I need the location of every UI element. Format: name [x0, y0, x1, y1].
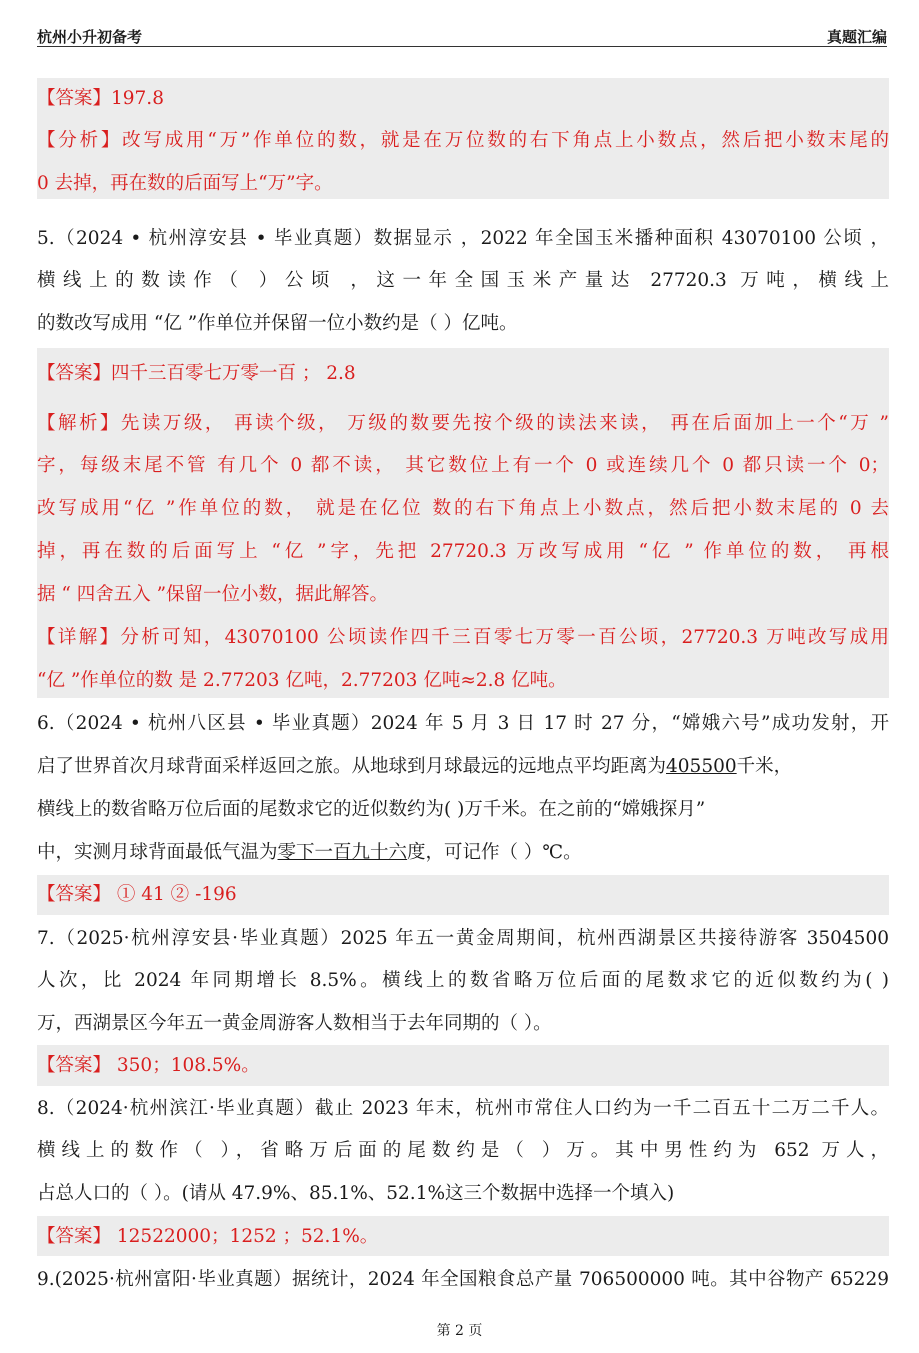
q5-jiexi-line-5: 据 “ 四舍五入 ”保留一位小数，据此解答。	[37, 584, 389, 605]
q5-xiangjie-line-2: “亿 ”作单位的数 是 2.77203 亿吨，2.77203 亿吨≈2.8 亿吨。	[37, 670, 567, 691]
q8-answer: 【答案】 12522000；1252 ；52.1%。	[37, 1226, 379, 1247]
q5-xiangjie-line-1: 【详解】分析可知，43070100 公顷读作四千三百零七万零一百公顷，27720.3 万吨改写成用	[37, 627, 889, 648]
q6-question-line-3: 横线上的数省略万位后面的尾数求它的近似数约为( )万千米。在之前的“嫦娥探月”	[37, 799, 706, 820]
q5-jiexi-line-4: 掉，再在数的后面写上 “亿 ”字，先把 27720.3 万改写成用 “亿 ” 作单位的数， 再根	[37, 541, 889, 562]
q8-question-line-3: 占总人口的（ ）。(请从 47.9%、85.1%、52.1%这三个数据中选择一个填入)	[37, 1183, 675, 1204]
q4-analysis-line-1: 【分析】改写成用“万”作单位的数，就是在万位数的右下角点上小数点，然后把小数末尾的	[37, 130, 889, 151]
q7-answer: 【答案】 350；108.5%。	[37, 1055, 260, 1076]
q6-question-line-4: 中，实测月球背面最低气温为零下一百九十六度，可记作（ ）℃。	[37, 842, 582, 863]
q4-analysis-line-2: 0 去掉，再在数的后面写上“万”字。	[37, 173, 333, 194]
q9-question-line-1: 9.(2025·杭州富阳·毕业真题）据统计，2024 年全国粮食总产量 706500000 吨。其中谷物产 65229	[37, 1269, 889, 1290]
q5-jiexi-line-1: 【解析】先读万级， 再读个级， 万级的数要先按个级的读法来读， 再在后面加上一个“万 ”	[37, 413, 889, 434]
q8-question-line-2: 横线上的数作（ ），省略万后面的尾数约是（ ）万。其中男性约为 652 万人，	[37, 1140, 889, 1161]
q5-jiexi-line-3: 改写成用“亿 ”作单位的数， 就是在亿位 数的右下角点上小数点，然后把小数末尾的 0 去	[37, 498, 889, 519]
q5-answer: 【答案】四千三百零七万零一百 ； 2.8	[37, 363, 356, 384]
header-right-title: 真题汇编	[826, 28, 887, 46]
page-number: 第 2 页	[436, 1323, 483, 1339]
q6-underlined-text: 零下一百九十六	[277, 842, 408, 863]
q6-question-line-1: 6.（2024 • 杭州八区县 • 毕业真题）2024 年 5 月 3 日 17 时 27 分，“嫦娥六号”成功发射，开	[37, 713, 889, 734]
q6-answer: 【答案】 ① 41 ② -196	[37, 884, 237, 905]
header-left-title: 杭州小升初备考	[37, 28, 143, 46]
q6-question-line-2: 启了世界首次月球背面采样返回之旅。从地球到月球最远的远地点平均距离为405500千米，	[37, 756, 793, 777]
q5-jiexi-line-2: 字，每级末尾不管 有几个 0 都不读， 其它数位上有一个 0 或连续几个 0 都只读一个 0；	[37, 455, 889, 476]
q7-question-line-3: 万，西湖景区今年五一黄金周游客人数相当于去年同期的（ ）。	[37, 1013, 552, 1034]
q5-question-line-1: 5.（2024 • 杭州淳安县 • 毕业真题）数据显示 ，2022 年全国玉米播种面积 43070100 公顷 ，	[37, 228, 889, 249]
page-header	[37, 26, 887, 47]
q7-question-line-2: 人次，比 2024 年同期增长 8.5%。横线上的数省略万位后面的尾数求它的近似数约为( )	[37, 970, 889, 991]
q6-underlined-number: 405500	[666, 756, 737, 777]
q5-question-line-2: 横线上的数读作（ ）公顷 ，这一年全国玉米产量达 27720.3 万吨，横线上	[37, 270, 889, 291]
q4-answer: 【答案】197.8	[37, 88, 164, 109]
q8-question-line-1: 8.（2024·杭州滨江·毕业真题）截止 2023 年末，杭州市常住人口约为一千二百五十二万二千人。	[37, 1098, 889, 1119]
q5-question-line-3: 的数改写成用 “亿 ”作单位并保留一位小数约是（ ）亿吨。	[37, 313, 518, 334]
q7-question-line-1: 7.（2025·杭州淳安县·毕业真题）2025 年五一黄金周期间，杭州西湖景区共接待游客 3504500	[37, 928, 889, 949]
